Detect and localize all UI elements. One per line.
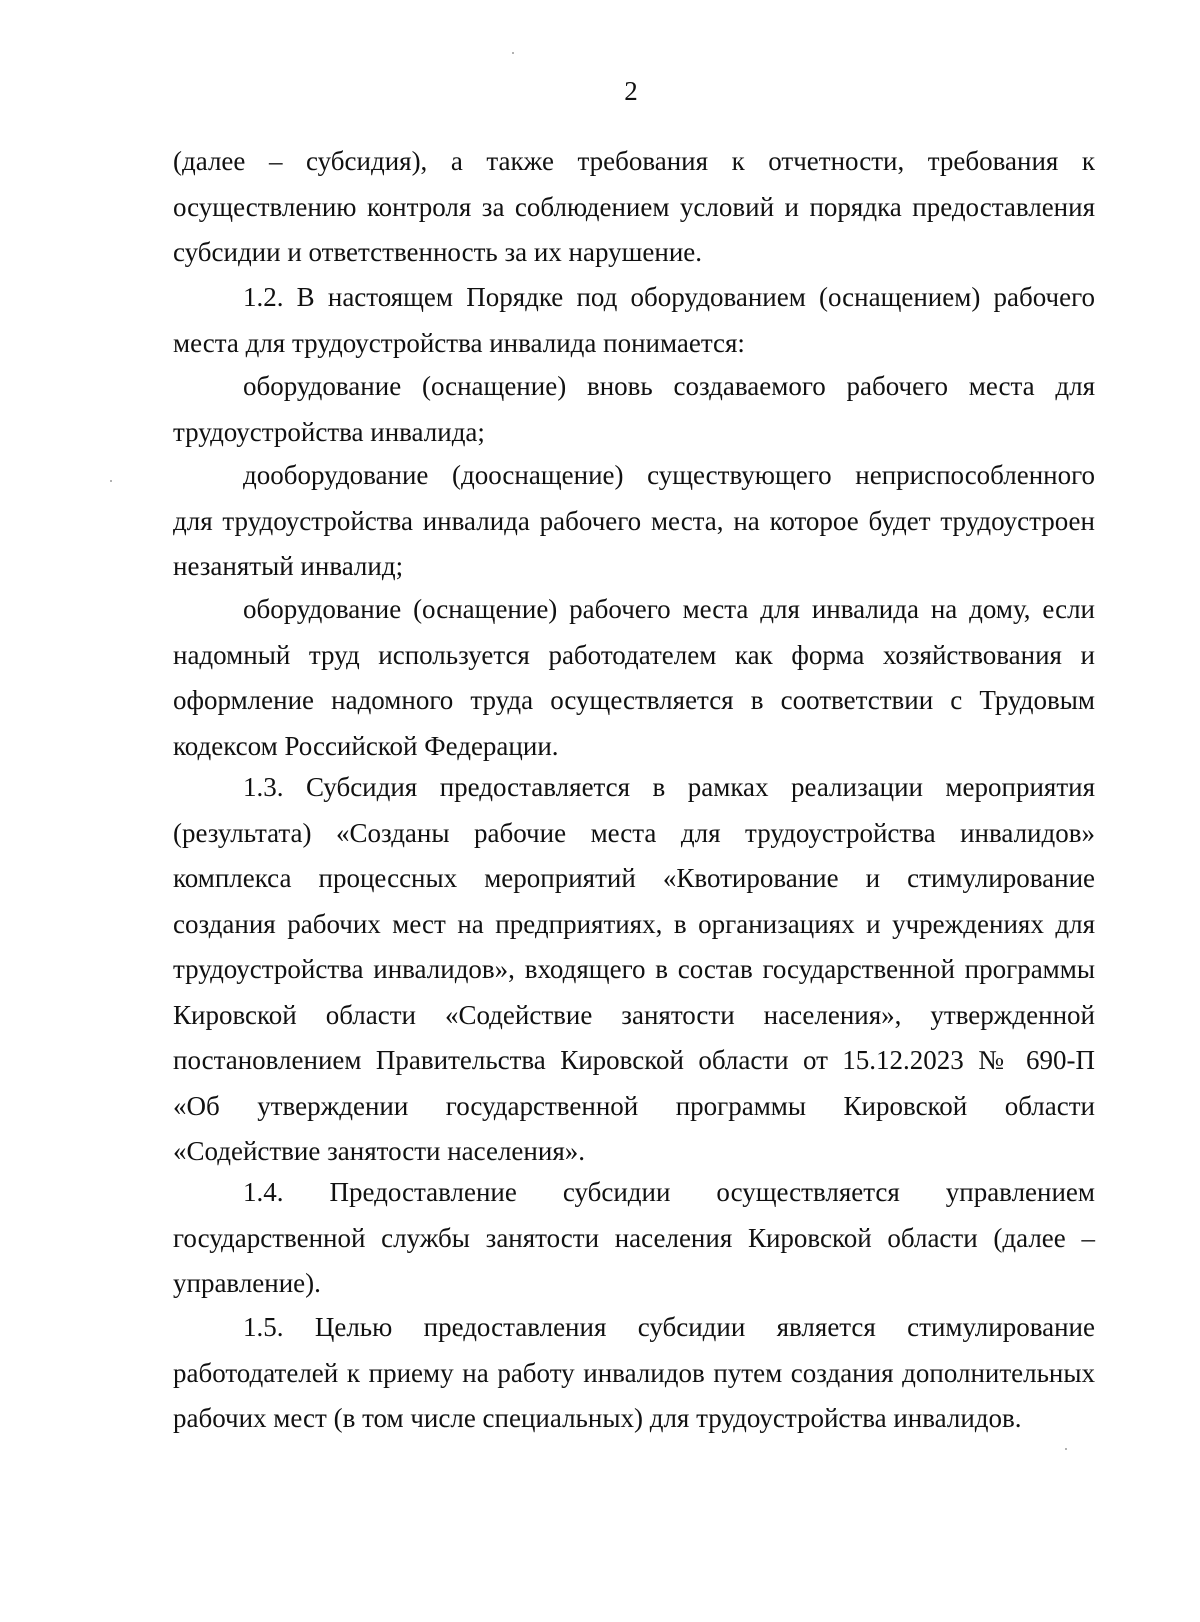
text-line: места для трудоустройства инвалида понимается: [173, 327, 745, 358]
text-line: незанятый инвалид; [173, 551, 404, 581]
text-line: трудоустройства инвалидов», входящего в состав государственной программы [173, 954, 1095, 984]
text-line: кодексом Российской Федерации. [173, 730, 559, 761]
text-line: трудоустройства инвалида; [173, 416, 485, 447]
text-line: управление). [173, 1268, 321, 1298]
text-line: постановлением Правительства Кировской области от 15.12.2023 № 690-П [173, 1045, 1095, 1075]
text-line: «Содействие занятости населения». [173, 1136, 585, 1166]
paragraph-list-item-1 [173, 364, 1095, 455]
text-line: 1.3. Субсидия предоставляется в рамках реализации мероприятия [243, 772, 1095, 802]
text-line: оформление надомного труда осуществляется в соответствии с Трудовым [173, 685, 1095, 715]
scan-speck [1065, 1448, 1067, 1450]
paragraph-1-2 [173, 275, 1095, 366]
text-line: осуществлению контроля за соблюдением условий и порядка предоставления [173, 191, 1095, 222]
text-line: для трудоустройства инвалида рабочего места, на которое будет трудоустроен [173, 505, 1095, 536]
text-line: оборудование (оснащение) вновь создаваемого рабочего места для [243, 371, 1095, 401]
paragraph-list-item-3 [173, 587, 1095, 769]
text-line: (далее – субсидия), а также требования к отчетности, требования к [173, 146, 1095, 176]
text-line: рабочих мест (в том числе специальных) для трудоустройства инвалидов. [173, 1403, 1022, 1433]
paragraph-1-5 [173, 1305, 1095, 1442]
text-line: субсидии и ответственность за их нарушение. [173, 237, 703, 267]
text-line: «Об утверждении государственной программы Кировской области [173, 1090, 1095, 1121]
text-line: Кировской области «Содействие занятости населения», утвержденной [173, 999, 1095, 1030]
text-line: работодателей к приему на работу инвалидов путем создания дополнительных [173, 1357, 1095, 1388]
paragraph-continuation [173, 139, 1095, 276]
text-line: 1.4. Предоставление субсидии осуществляется управлением [243, 1177, 1095, 1207]
scan-speck [110, 480, 112, 482]
paragraph-1-3 [173, 765, 1095, 1175]
paragraph-list-item-2 [173, 453, 1095, 590]
page-number: 2 [624, 76, 638, 106]
text-line: оборудование (оснащение) рабочего места для инвалида на дому, если [243, 594, 1095, 624]
text-line: 1.2. В настоящем Порядке под оборудованием (оснащением) рабочего [243, 282, 1095, 312]
paragraph-1-4 [173, 1170, 1095, 1307]
text-line: (результата) «Созданы рабочие места для трудоустройства инвалидов» [173, 817, 1095, 848]
text-line: комплекса процессных мероприятий «Квотирование и стимулирование [173, 863, 1095, 893]
text-line: создания рабочих мест на предприятиях, в организациях и учреждениях для [173, 908, 1095, 939]
text-line: надомный труд используется работодателем как форма хозяйствования и [173, 639, 1095, 670]
text-line: дооборудование (дооснащение) существующего неприспособленного [243, 460, 1095, 490]
text-line: 1.5. Целью предоставления субсидии является стимулирование [243, 1312, 1095, 1342]
text-line: государственной службы занятости населения Кировской области (далее – [173, 1222, 1095, 1253]
scan-speck [512, 52, 514, 54]
